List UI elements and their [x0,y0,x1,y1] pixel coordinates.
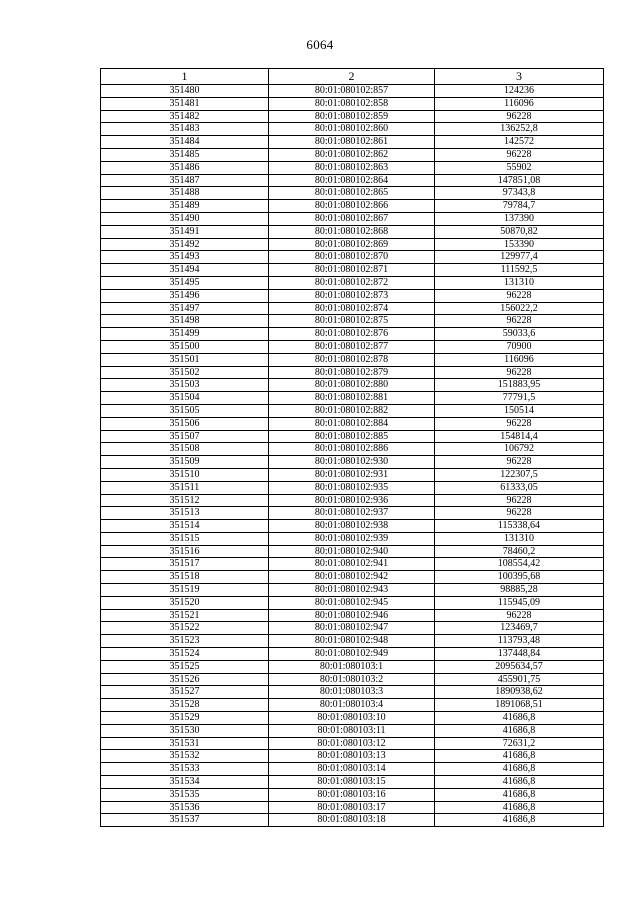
cadastral-number-cell: 80:01:080102:858 [269,97,435,110]
row-number-cell: 351503 [101,379,269,392]
cadastral-number-cell: 80:01:080102:857 [269,85,435,98]
table-row [101,532,604,545]
table-row [101,468,604,481]
cadastral-number-cell: 80:01:080102:873 [269,289,435,302]
cadastral-number-cell: 80:01:080102:869 [269,238,435,251]
cadastral-number-cell: 80:01:080102:936 [269,494,435,507]
value-cell: 98885,28 [435,584,604,597]
table-row [101,264,604,277]
cadastral-number-cell: 80:01:080102:862 [269,148,435,161]
value-cell: 153390 [435,238,604,251]
cadastral-number-cell: 80:01:080103:12 [269,737,435,750]
row-number-cell: 351502 [101,366,269,379]
row-number-cell: 351480 [101,85,269,98]
row-number-cell: 351508 [101,443,269,456]
row-number-cell: 351500 [101,340,269,353]
table-row [101,110,604,123]
row-number-cell: 351488 [101,187,269,200]
row-number-cell: 351533 [101,763,269,776]
table-row [101,225,604,238]
value-cell: 129977,4 [435,251,604,264]
row-number-cell: 351499 [101,328,269,341]
value-cell: 100395,68 [435,571,604,584]
table-row [101,289,604,302]
table-row [101,366,604,379]
table-row [101,238,604,251]
value-cell: 136252,8 [435,123,604,136]
cadastral-number-cell: 80:01:080103:16 [269,788,435,801]
row-number-cell: 351536 [101,801,269,814]
row-number-cell: 351516 [101,545,269,558]
cadastral-number-cell: 80:01:080102:860 [269,123,435,136]
value-cell: 96228 [435,456,604,469]
row-number-cell: 351493 [101,251,269,264]
value-cell: 96228 [435,417,604,430]
row-number-cell: 351521 [101,609,269,622]
value-cell: 72631,2 [435,737,604,750]
value-cell: 55902 [435,161,604,174]
value-cell: 111592,5 [435,264,604,277]
table-row [101,174,604,187]
row-number-cell: 351494 [101,264,269,277]
cadastral-number-cell: 80:01:080102:867 [269,212,435,225]
table-row [101,123,604,136]
value-cell: 61333,05 [435,481,604,494]
cadastral-number-cell: 80:01:080103:3 [269,686,435,699]
table-row [101,584,604,597]
table-row [101,136,604,149]
cadastral-number-cell: 80:01:080102:884 [269,417,435,430]
row-number-cell: 351525 [101,660,269,673]
value-cell: 154814,4 [435,430,604,443]
row-number-cell: 351518 [101,571,269,584]
cadastral-number-cell: 80:01:080103:11 [269,724,435,737]
cadastral-number-cell: 80:01:080102:877 [269,340,435,353]
table-row [101,353,604,366]
cadastral-number-cell: 80:01:080102:931 [269,468,435,481]
cadastral-number-cell: 80:01:080103:1 [269,660,435,673]
row-number-cell: 351512 [101,494,269,507]
table-row [101,507,604,520]
cadastral-number-cell: 80:01:080102:942 [269,571,435,584]
cadastral-number-cell: 80:01:080102:949 [269,648,435,661]
cadastral-number-cell: 80:01:080102:937 [269,507,435,520]
table-row [101,558,604,571]
table-row [101,635,604,648]
cadastral-number-cell: 80:01:080102:875 [269,315,435,328]
table-row [101,276,604,289]
value-cell: 97343,8 [435,187,604,200]
value-cell: 79784,7 [435,200,604,213]
cadastral-number-cell: 80:01:080103:17 [269,801,435,814]
header-row [101,69,604,85]
value-cell: 70900 [435,340,604,353]
column-header-3: 3 [435,69,604,85]
cadastral-number-cell: 80:01:080102:946 [269,609,435,622]
row-number-cell: 351532 [101,750,269,763]
table-row [101,520,604,533]
cadastral-number-cell: 80:01:080102:947 [269,622,435,635]
cadastral-number-cell: 80:01:080102:863 [269,161,435,174]
row-number-cell: 351485 [101,148,269,161]
value-cell: 122307,5 [435,468,604,481]
cadastral-number-cell: 80:01:080102:878 [269,353,435,366]
row-number-cell: 351507 [101,430,269,443]
value-cell: 96228 [435,494,604,507]
row-number-cell: 351484 [101,136,269,149]
value-cell: 151883,95 [435,379,604,392]
table-row [101,545,604,558]
value-cell: 137390 [435,212,604,225]
cadastral-number-cell: 80:01:080102:871 [269,264,435,277]
table-row [101,596,604,609]
cadastral-number-cell: 80:01:080102:880 [269,379,435,392]
cadastral-number-cell: 80:01:080102:874 [269,302,435,315]
value-cell: 131310 [435,276,604,289]
value-cell: 96228 [435,315,604,328]
cadastral-number-cell: 80:01:080102:882 [269,404,435,417]
cadastral-number-cell: 80:01:080103:15 [269,776,435,789]
table-row [101,148,604,161]
table-row [101,379,604,392]
table-row [101,737,604,750]
row-number-cell: 351490 [101,212,269,225]
table-row [101,763,604,776]
table-row [101,648,604,661]
table-row [101,85,604,98]
table-row [101,212,604,225]
row-number-cell: 351526 [101,673,269,686]
row-number-cell: 351515 [101,532,269,545]
value-cell: 1890938,62 [435,686,604,699]
cadastral-number-cell: 80:01:080102:864 [269,174,435,187]
row-number-cell: 351534 [101,776,269,789]
table-row [101,187,604,200]
cadastral-number-cell: 80:01:080102:935 [269,481,435,494]
value-cell: 1891068,51 [435,699,604,712]
cadastral-number-cell: 80:01:080103:13 [269,750,435,763]
data-table [100,68,604,827]
value-cell: 113793,48 [435,635,604,648]
value-cell: 96228 [435,609,604,622]
row-number-cell: 351481 [101,97,269,110]
cadastral-number-cell: 80:01:080102:886 [269,443,435,456]
row-number-cell: 351482 [101,110,269,123]
row-number-cell: 351498 [101,315,269,328]
value-cell: 123469,7 [435,622,604,635]
row-number-cell: 351510 [101,468,269,481]
cadastral-number-cell: 80:01:080103:10 [269,712,435,725]
row-number-cell: 351491 [101,225,269,238]
cadastral-number-cell: 80:01:080103:14 [269,763,435,776]
value-cell: 96228 [435,148,604,161]
row-number-cell: 351530 [101,724,269,737]
row-number-cell: 351528 [101,699,269,712]
row-number-cell: 351524 [101,648,269,661]
value-cell: 131310 [435,532,604,545]
table-row [101,97,604,110]
table-row [101,686,604,699]
cadastral-number-cell: 80:01:080102:865 [269,187,435,200]
value-cell: 156022,2 [435,302,604,315]
row-number-cell: 351529 [101,712,269,725]
row-number-cell: 351537 [101,814,269,827]
value-cell: 50870,82 [435,225,604,238]
value-cell: 116096 [435,97,604,110]
row-number-cell: 351509 [101,456,269,469]
table-row [101,673,604,686]
cadastral-number-cell: 80:01:080102:943 [269,584,435,597]
value-cell: 41686,8 [435,814,604,827]
row-number-cell: 351522 [101,622,269,635]
value-cell: 41686,8 [435,801,604,814]
value-cell: 96228 [435,289,604,302]
row-number-cell: 351492 [101,238,269,251]
cadastral-number-cell: 80:01:080102:948 [269,635,435,648]
row-number-cell: 351504 [101,392,269,405]
row-number-cell: 351495 [101,276,269,289]
table-row [101,622,604,635]
row-number-cell: 351505 [101,404,269,417]
value-cell: 41686,8 [435,776,604,789]
row-number-cell: 351517 [101,558,269,571]
cadastral-number-cell: 80:01:080102:881 [269,392,435,405]
row-number-cell: 351523 [101,635,269,648]
row-number-cell: 351487 [101,174,269,187]
column-header-1: 1 [101,69,269,85]
value-cell: 150514 [435,404,604,417]
row-number-cell: 351513 [101,507,269,520]
table-row [101,750,604,763]
table-row [101,340,604,353]
value-cell: 115338,64 [435,520,604,533]
row-number-cell: 351489 [101,200,269,213]
cadastral-number-cell: 80:01:080102:930 [269,456,435,469]
row-number-cell: 351506 [101,417,269,430]
table-row [101,776,604,789]
table-row [101,660,604,673]
cadastral-number-cell: 80:01:080102:879 [269,366,435,379]
value-cell: 41686,8 [435,724,604,737]
table-body [101,85,604,827]
table-row [101,328,604,341]
row-number-cell: 351497 [101,302,269,315]
row-number-cell: 351496 [101,289,269,302]
table-row [101,814,604,827]
table-row [101,494,604,507]
table-row [101,801,604,814]
table-row [101,712,604,725]
value-cell: 41686,8 [435,763,604,776]
cadastral-number-cell: 80:01:080102:945 [269,596,435,609]
row-number-cell: 351527 [101,686,269,699]
row-number-cell: 351501 [101,353,269,366]
table-row [101,430,604,443]
cadastral-number-cell: 80:01:080102:866 [269,200,435,213]
value-cell: 2095634,57 [435,660,604,673]
value-cell: 41686,8 [435,750,604,763]
cadastral-number-cell: 80:01:080102:941 [269,558,435,571]
table-row [101,788,604,801]
table-header [101,69,604,85]
table-row [101,456,604,469]
value-cell: 142572 [435,136,604,149]
cadastral-number-cell: 80:01:080103:18 [269,814,435,827]
value-cell: 115945,09 [435,596,604,609]
cadastral-number-cell: 80:01:080102:939 [269,532,435,545]
table-row [101,724,604,737]
table-row [101,161,604,174]
table-row [101,315,604,328]
table-row [101,417,604,430]
value-cell: 41686,8 [435,788,604,801]
cadastral-number-cell: 80:01:080102:938 [269,520,435,533]
value-cell: 455901,75 [435,673,604,686]
cadastral-number-cell: 80:01:080102:868 [269,225,435,238]
value-cell: 96228 [435,110,604,123]
cadastral-number-cell: 80:01:080102:870 [269,251,435,264]
value-cell: 77791,5 [435,392,604,405]
column-header-2: 2 [269,69,435,85]
cadastral-number-cell: 80:01:080103:4 [269,699,435,712]
row-number-cell: 351520 [101,596,269,609]
value-cell: 137448,84 [435,648,604,661]
table-row [101,699,604,712]
row-number-cell: 351535 [101,788,269,801]
table-row [101,481,604,494]
value-cell: 96228 [435,507,604,520]
cadastral-number-cell: 80:01:080103:2 [269,673,435,686]
value-cell: 96228 [435,366,604,379]
table-row [101,302,604,315]
table-row [101,404,604,417]
value-cell: 147851,08 [435,174,604,187]
row-number-cell: 351483 [101,123,269,136]
value-cell: 59033,6 [435,328,604,341]
row-number-cell: 351519 [101,584,269,597]
value-cell: 106792 [435,443,604,456]
cadastral-number-cell: 80:01:080102:885 [269,430,435,443]
table-row [101,571,604,584]
value-cell: 41686,8 [435,712,604,725]
row-number-cell: 351486 [101,161,269,174]
value-cell: 116096 [435,353,604,366]
cadastral-number-cell: 80:01:080102:940 [269,545,435,558]
table-row [101,251,604,264]
cadastral-number-cell: 80:01:080102:876 [269,328,435,341]
cadastral-number-cell: 80:01:080102:872 [269,276,435,289]
page-number: 6064 [306,37,334,52]
table-row [101,392,604,405]
cadastral-number-cell: 80:01:080102:861 [269,136,435,149]
value-cell: 124236 [435,85,604,98]
row-number-cell: 351511 [101,481,269,494]
value-cell: 78460,2 [435,545,604,558]
table-row [101,609,604,622]
table-row [101,443,604,456]
row-number-cell: 351531 [101,737,269,750]
value-cell: 108554,42 [435,558,604,571]
cadastral-number-cell: 80:01:080102:859 [269,110,435,123]
row-number-cell: 351514 [101,520,269,533]
table-row [101,200,604,213]
